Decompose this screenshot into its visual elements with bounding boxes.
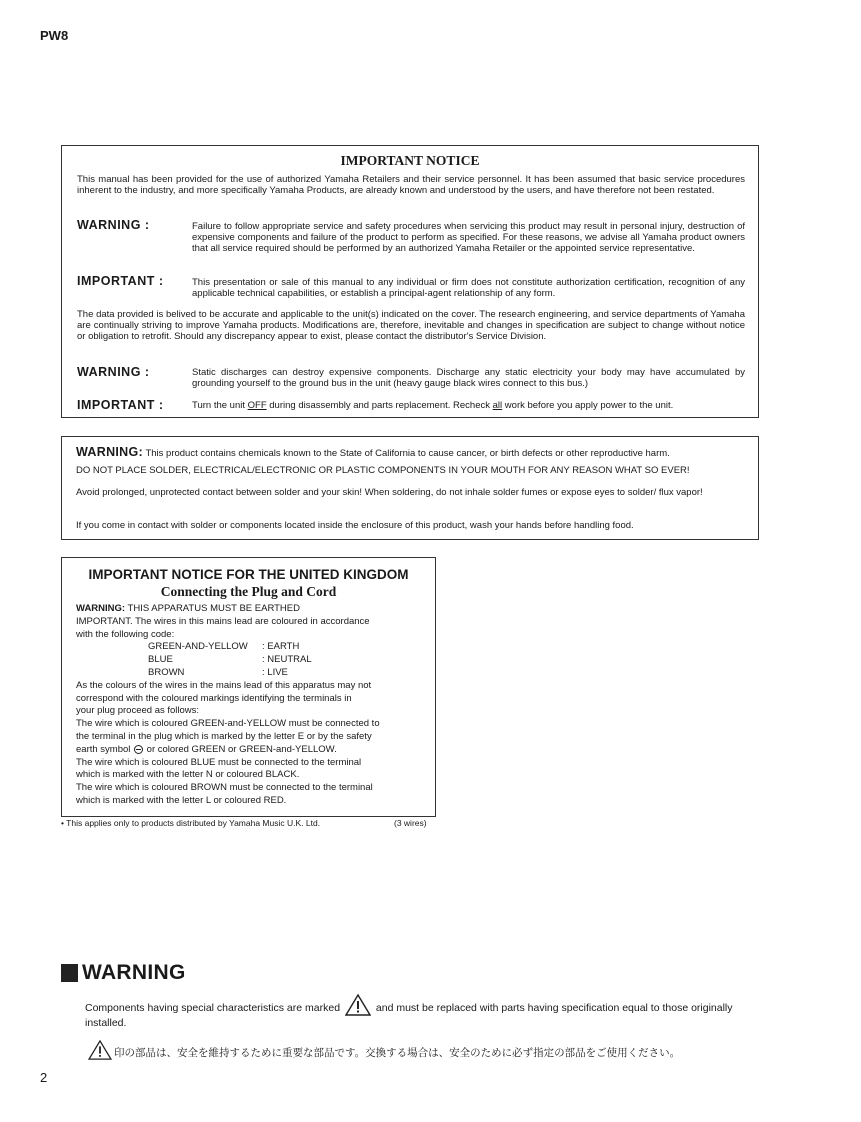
uk-footnote: • This applies only to products distributed by Yamaha Music U.K. Ltd. bbox=[61, 818, 321, 828]
warning-text-1: Failure to follow appropriate service and safety procedures when servicing this product may result in personal injury, destruction of expensive components and failure of the product to perform as specified. For these reasons, we advise all Yamaha product owners that all service required should be performed by an authorized Yamaha Retailer or the appointed service representative. bbox=[192, 221, 745, 254]
uk-notice-box bbox=[61, 557, 436, 817]
off-text: OFF bbox=[247, 400, 267, 411]
uk-footnote-wires: (3 wires) bbox=[394, 818, 427, 828]
page-number: 2 bbox=[40, 1070, 48, 1085]
warning-triangle-icon bbox=[88, 1040, 112, 1060]
uk-notice-title: IMPORTANT NOTICE FOR THE UNITED KINGDOM bbox=[88, 567, 409, 582]
japanese-warning-text: 印の部品は、安全を維持するために重要な部品です。交換する場合は、安全のために必ず指定の部品をご使用ください。 bbox=[88, 1040, 680, 1060]
wire-code-row: GREEN-AND-YELLOW : EARTH bbox=[148, 641, 300, 653]
warning-label-2: WARNING : bbox=[77, 365, 150, 379]
california-warning-line-3: Avoid prolonged, unprotected contact between solder and your skin! When soldering, do not inhale solder fumes or expose eyes to solder/ flux vapor! bbox=[76, 487, 703, 498]
important-notice-title: IMPORTANT NOTICE bbox=[340, 153, 480, 168]
important-text-2: Turn the unit OFF during disassembly and parts replacement. Recheck all work before you apply power to the unit. bbox=[192, 400, 674, 411]
model-label: PW8 bbox=[40, 28, 69, 43]
california-warning-label: WARNING: bbox=[76, 445, 143, 459]
important-label-2: IMPORTANT : bbox=[77, 398, 164, 412]
uk-notice-body: WARNING: THIS APPARATUS MUST BE EARTHED IMPORTANT. The wires in this mains lead are coloured in accordance with the following code: GREEN-AND-YELLOW : EARTH BLUE : NEUTRAL BROWN : LIVE As the colours of the wires in the mains lead of this apparatus may not correspond with the coloured markings identifying the terminals in your plug proceed as follows: The wire which is coloured GREEN-and-YELLOW must be connected to the terminal in the plug which is marked by the letter E or by the safety earth symbol or colored GREEN or GREEN-and-YELLOW. The wire which is coloured BLUE must be connected to the terminal which is marked with the letter N or coloured BLACK. The wire which is coloured BROWN must be connected to the terminal which is marked with the letter L or coloured RED. bbox=[76, 603, 426, 808]
data-paragraph: The data provided is belived to be accurate and applicable to the unit(s) indicated on the cover. The research engineering, and service departments of Yamaha are continually striving to improve Yamaha products. Modifications are, therefore, inevitable and changes in specification are subject to change without notice or obligation to retrofit. Should any discrepancy appear to exist, please contact the distributor's Service Division. bbox=[77, 309, 745, 343]
wire-code-row: BLUE : NEUTRAL bbox=[148, 654, 312, 666]
wire-code-row: BROWN : LIVE bbox=[148, 666, 288, 678]
california-warning-box bbox=[61, 436, 759, 540]
warning-label-1: WARNING : bbox=[77, 218, 150, 232]
important-notice-box bbox=[61, 145, 759, 418]
earth-symbol-icon bbox=[134, 745, 143, 754]
bottom-warning-title: WARNING bbox=[82, 961, 186, 984]
intro-paragraph: This manual has been provided for the use of authorized Yamaha Retailers and their service personnel. It has been assumed that basic service procedures inherent to the industry, and more specifically Yamaha Products, are already known and understood by the users, and have therefore not been restated. bbox=[77, 174, 745, 197]
bottom-warning-text: Components having special characteristics are marked and must be replaced with parts having specification equal to those originally installed. bbox=[85, 994, 745, 1030]
uk-notice-subtitle: Connecting the Plug and Cord bbox=[160, 584, 337, 599]
california-warning-line-1: WARNING: This product contains chemicals known to the State of California to cause cancer, or birth defects or other reproductive harm. bbox=[76, 445, 670, 459]
california-warning-line-4: If you come in contact with solder or components located inside the enclosure of this product, wash your hands before handling food. bbox=[76, 520, 634, 531]
warning-text-2: Static discharges can destroy expensive components. Discharge any static electricity your body may have accumulated by grounding yourself to the ground bus in the unit (heavy gauge black wires connect to this bus.) bbox=[192, 367, 745, 389]
all-text: all bbox=[492, 400, 503, 411]
warning-triangle-icon bbox=[345, 994, 371, 1016]
important-label-1: IMPORTANT : bbox=[77, 274, 164, 288]
warning-square-icon bbox=[61, 964, 78, 982]
uk-warning-label: WARNING: bbox=[76, 603, 126, 614]
important-text-1: This presentation or sale of this manual to any individual or firm does not constitute authorization certification, recognition of any applicable technical capabilities, or establish a principal-agent relationship of any form. bbox=[192, 277, 745, 299]
california-warning-line-2: DO NOT PLACE SOLDER, ELECTRICAL/ELECTRONIC OR PLASTIC COMPONENTS IN YOUR MOUTH FOR ANY REASON WHAT SO EVER! bbox=[76, 465, 690, 476]
